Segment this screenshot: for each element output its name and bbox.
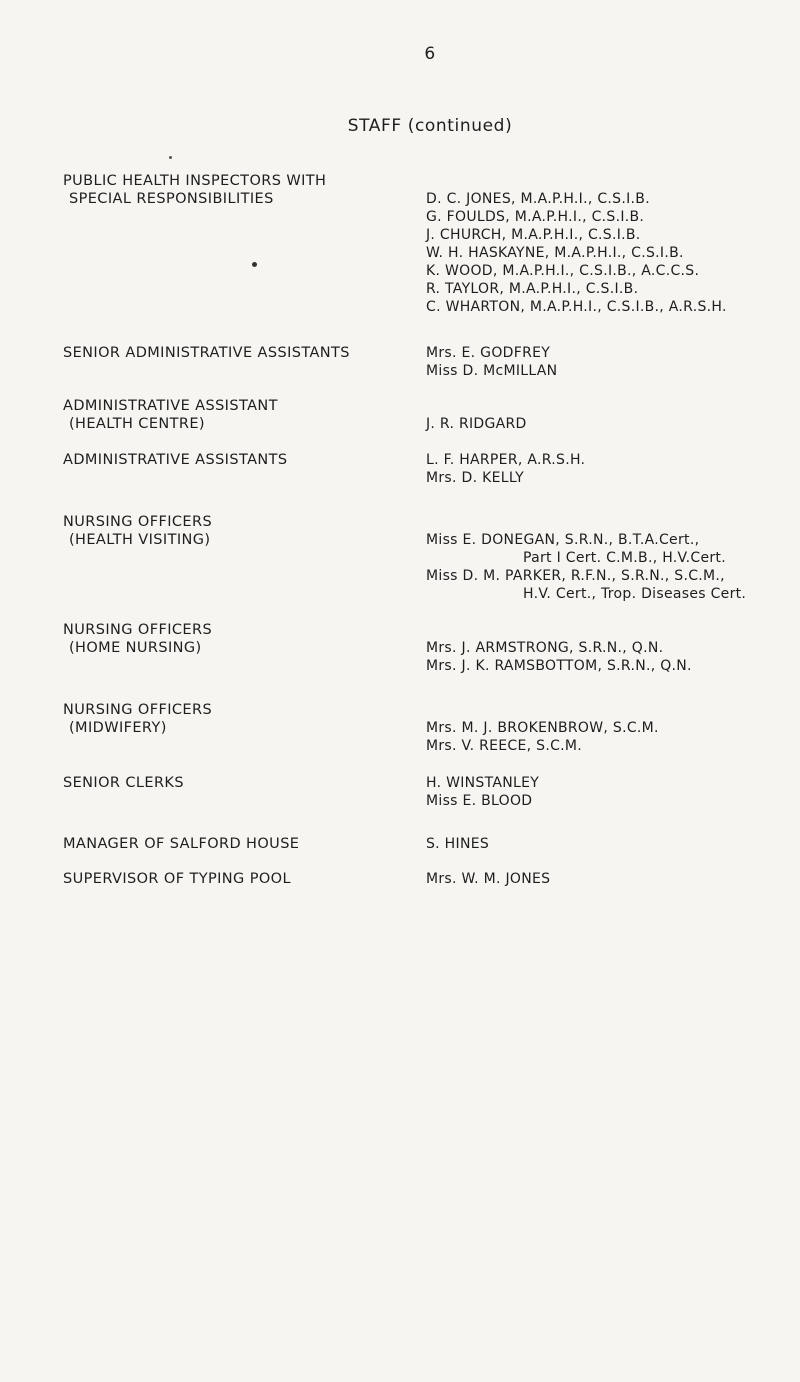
page-number: 6 (424, 44, 436, 64)
role-title (63, 513, 408, 549)
staff-name: Mrs. W. M. JONES (426, 871, 551, 887)
role-title-line: (HOME NURSING) (69, 640, 202, 656)
role-title-line: PUBLIC HEALTH INSPECTORS WITH (63, 173, 327, 189)
role-title-line: SPECIAL RESPONSIBILITIES (69, 191, 274, 207)
role-title-line: (MIDWIFERY) (69, 720, 167, 736)
staff-names (426, 719, 800, 755)
staff-name: D. C. JONES, M.A.P.H.I., C.S.I.B. (426, 191, 650, 207)
staff-names (426, 639, 800, 675)
staff-name: Miss D. McMILLAN (426, 363, 558, 379)
stray-mark (169, 156, 172, 159)
staff-names (426, 870, 800, 888)
staff-name: Mrs. M. J. BROKENBROW, S.C.M. (426, 720, 659, 736)
role-title (63, 621, 408, 657)
role-title-line: SUPERVISOR OF TYPING POOL (63, 871, 291, 887)
staff-names (426, 531, 800, 603)
role-title-line: NURSING OFFICERS (63, 514, 213, 530)
role-title-line: (HEALTH VISITING) (69, 532, 211, 548)
staff-name: H. WINSTANLEY (426, 775, 540, 791)
staff-name: R. TAYLOR, M.A.P.H.I., C.S.I.B. (426, 281, 639, 297)
staff-names (426, 190, 800, 316)
role-title (63, 870, 408, 888)
staff-name: Mrs. E. GODFREY (426, 345, 551, 361)
staff-names (426, 415, 800, 433)
role-title (63, 701, 408, 737)
staff-name: Mrs. D. KELLY (426, 470, 524, 486)
role-title-line: MANAGER OF SALFORD HOUSE (63, 836, 300, 852)
staff-name: W. H. HASKAYNE, M.A.P.H.I., C.S.I.B. (426, 245, 684, 261)
role-title (63, 344, 408, 362)
page-heading: STAFF (continued) (347, 116, 513, 136)
role-title (63, 397, 408, 433)
staff-name: Miss E. BLOOD (426, 793, 533, 809)
role-title-line: ADMINISTRATIVE ASSISTANT (63, 398, 278, 414)
staff-name: L. F. HARPER, A.R.S.H. (426, 452, 586, 468)
staff-names (426, 774, 800, 810)
staff-name: Mrs. J. K. RAMSBOTTOM, S.R.N., Q.N. (426, 658, 692, 674)
role-title-line: ADMINISTRATIVE ASSISTANTS (63, 452, 288, 468)
staff-name: C. WHARTON, M.A.P.H.I., C.S.I.B., A.R.S.H. (426, 299, 727, 315)
staff-name: G. FOULDS, M.A.P.H.I., C.S.I.B. (426, 209, 645, 225)
staff-name: S. HINES (426, 836, 490, 852)
stray-bullet-mark (252, 262, 257, 267)
staff-name: K. WOOD, M.A.P.H.I., C.S.I.B., A.C.C.S. (426, 263, 700, 279)
role-title-line: NURSING OFFICERS (63, 622, 213, 638)
staff-name: Part I Cert. C.M.B., H.V.Cert. (523, 550, 726, 566)
role-title (63, 774, 408, 792)
staff-names (426, 835, 800, 853)
staff-name: Miss E. DONEGAN, S.R.N., B.T.A.Cert., (426, 532, 700, 548)
role-title-line: SENIOR ADMINISTRATIVE ASSISTANTS (63, 345, 350, 361)
role-title-line: (HEALTH CENTRE) (69, 416, 205, 432)
staff-names (426, 344, 800, 380)
role-title (63, 451, 408, 469)
staff-names (426, 451, 800, 487)
staff-name: Mrs. J. ARMSTRONG, S.R.N., Q.N. (426, 640, 664, 656)
staff-name: Mrs. V. REECE, S.C.M. (426, 738, 583, 754)
staff-name: J. CHURCH, M.A.P.H.I., C.S.I.B. (426, 227, 641, 243)
role-title (63, 835, 408, 853)
role-title-line: SENIOR CLERKS (63, 775, 184, 791)
role-title-line: NURSING OFFICERS (63, 702, 213, 718)
staff-name: Miss D. M. PARKER, R.F.N., S.R.N., S.C.M., (426, 568, 725, 584)
staff-name: H.V. Cert., Trop. Diseases Cert. (523, 586, 747, 602)
staff-name: J. R. RIDGARD (426, 416, 527, 432)
role-title (63, 172, 408, 208)
